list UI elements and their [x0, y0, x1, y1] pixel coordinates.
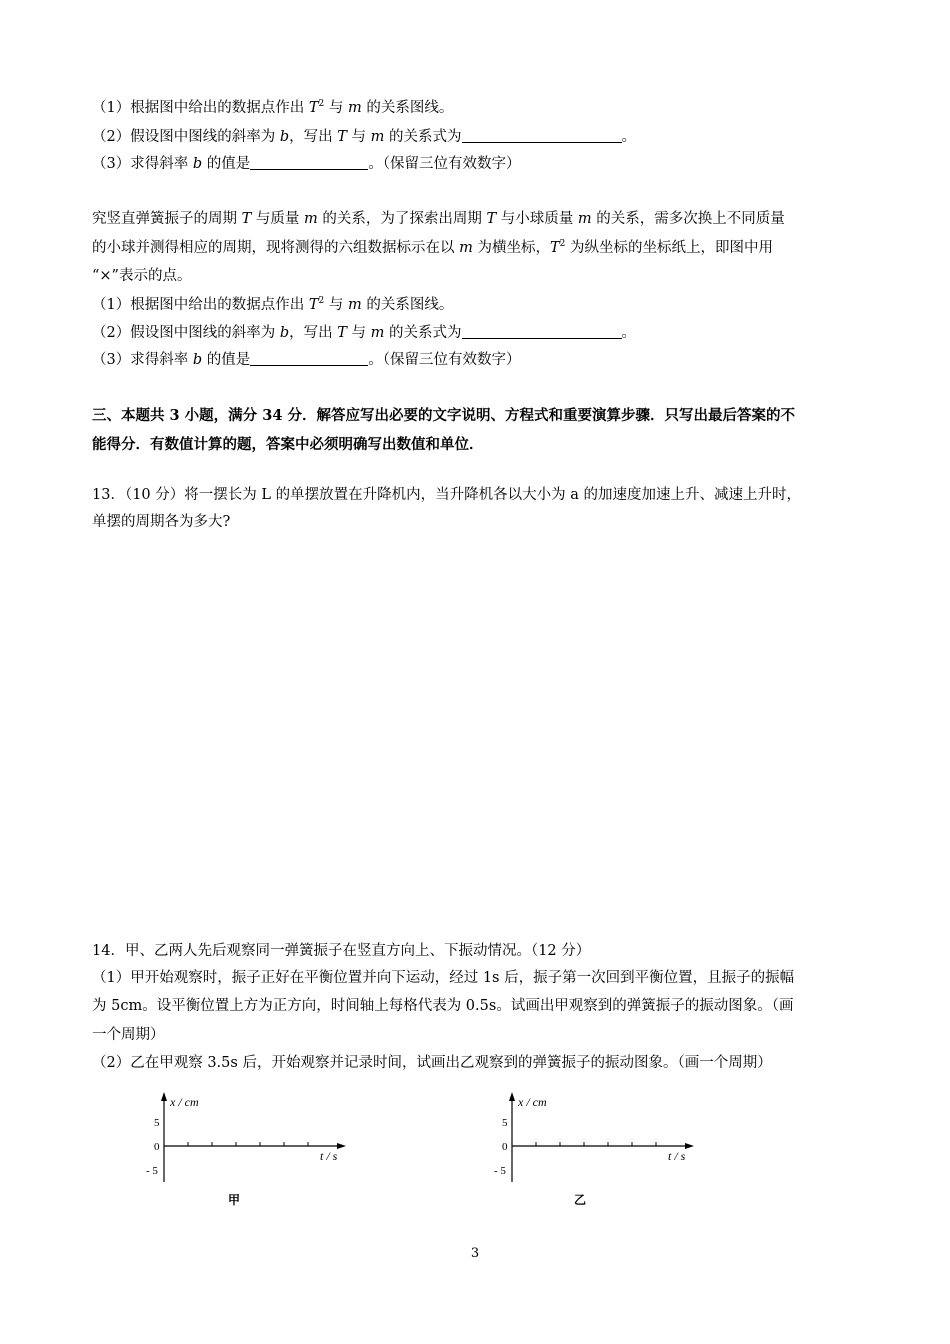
- b2-question-2: （2）假设图中图线的斜率为 b，写出 T 与 m 的关系式为 。: [92, 325, 636, 341]
- section-3-heading-cont: 能得分．有数值计算的题，答案中必须明确写出数值和单位．: [92, 436, 484, 453]
- tick-label-neg: - 5: [494, 1165, 506, 1177]
- x-axis-label: t / s: [668, 1149, 686, 1163]
- graph-yi-axes: [488, 1090, 718, 1190]
- answer-blank: [250, 155, 368, 170]
- question-13-cont: 单摆的周期各为多大?: [92, 514, 231, 530]
- question-14: 14．甲、乙两人先后观察同一弹簧振子在竖直方向上、下振动情况。（12 分）: [92, 943, 591, 959]
- tick-label-zero: 0: [154, 1141, 160, 1153]
- graph-yi-caption: 乙: [574, 1193, 587, 1207]
- graph-jia-caption: 甲: [228, 1193, 241, 1207]
- b2-question-3: （3）求得斜率 b 的值是 。（保留三位有效数字）: [92, 352, 521, 368]
- tick-label-pos: 5: [502, 1117, 508, 1129]
- page-number: 3: [470, 1246, 480, 1261]
- question-13: 13．（10 分）将一摆长为 L 的单摆放置在升降机内，当升降机各以大小为 a 的加速度加速上升、减速上升时，: [92, 487, 801, 503]
- b2-intro-line-2: 的小球并测得相应的周期，现将测得的六组数据标示在以 m 为横坐标，$T^2$ 为纵坐标的坐标纸上，即图中用: [92, 239, 773, 256]
- question-14-part-2: （2）乙在甲观察 3.5s 后，开始观察并记录时间，试画出乙观察到的弹簧振子的振动图象。（画一个周期）: [92, 1055, 772, 1071]
- tick-label-neg: - 5: [146, 1165, 158, 1177]
- graph-yi: [488, 1090, 718, 1194]
- b1-question-2: （2）假设图中图线的斜率为 b，写出 T 与 m 的关系式为 。: [92, 129, 636, 145]
- b1-question-3: （3）求得斜率 b 的值是 。（保留三位有效数字）: [92, 156, 521, 172]
- b2-intro-line-3: “×”表示的点。: [92, 268, 192, 284]
- b2-question-1: （1）根据图中给出的数据点作出 $T^2$ 与 m 的关系图线。: [92, 296, 454, 313]
- question-14-part-1-end: 一个周期）: [92, 1027, 165, 1043]
- y-axis-arrow-icon: [161, 1092, 167, 1101]
- section-3-heading: 三、本题共 3 小题，满分 34 分．解答应写出必要的文字说明、方程式和重要演算步骤．只写出最后答案的不: [92, 407, 795, 424]
- b1-question-1: （1）根据图中给出的数据点作出 $T^2$ 与 m 的关系图线。: [92, 99, 454, 116]
- x-axis-arrow-icon: [337, 1143, 346, 1149]
- answer-blank: [462, 324, 622, 339]
- graph-jia-axes: [140, 1090, 370, 1190]
- answer-blank: [250, 351, 368, 366]
- y-axis-arrow-icon: [509, 1092, 515, 1101]
- y-axis-label: x / cm: [518, 1095, 547, 1109]
- graph-jia: [140, 1090, 370, 1194]
- tick-label-pos: 5: [154, 1117, 160, 1129]
- answer-blank: [462, 128, 622, 143]
- y-axis-label: x / cm: [170, 1095, 199, 1109]
- b2-intro-line-1: 究竖直弹簧振子的周期 T 与质量 m 的关系，为了探索出周期 T 与小球质量 m 的关系，需多次换上不同质量: [92, 211, 785, 227]
- tick-label-zero: 0: [502, 1141, 508, 1153]
- question-14-part-1: （1）甲开始观察时，振子正好在平衡位置并向下运动，经过 1s 后，振子第一次回到平衡位置，且振子的振幅: [92, 970, 795, 986]
- x-axis-arrow-icon: [685, 1143, 694, 1149]
- question-14-part-1-cont: 为 5cm。设平衡位置上方为正方向，时间轴上每格代表为 0.5s。试画出甲观察到的弹簧振子的振动图象。（画: [92, 998, 794, 1014]
- x-axis-label: t / s: [320, 1149, 338, 1163]
